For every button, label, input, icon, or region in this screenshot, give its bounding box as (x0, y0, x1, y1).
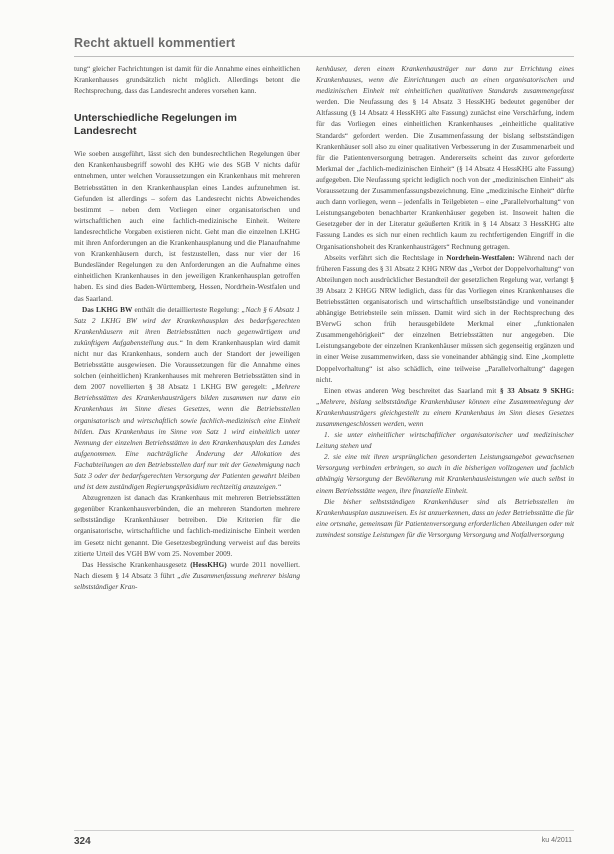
paragraph-4 (74, 559, 300, 592)
paragraph-3: Abzugrenzen ist danach das Krankenhaus mit mehreren Betriebsstätten gegenüber Krankenhausverbünden, die an mehreren Standorten mehrere selbstständige Krankenhäuser betreiben. Die Kriterien für die organisatorische, wirtschaftliche und fachlich-medizinische Einheit werden im Gesetz nicht genannt. Die Gesetzesbegründung verweist auf das bereits zitierte Urteil des VGH BW vom 25. November 2009. (74, 493, 300, 558)
header-rule (74, 56, 574, 57)
paragraph-8: Die bisher selbstständigen Krankenhäuser sind als Betriebsstellen im Krankenhausplan auszuweisen. Es ist anzuerkennen, dass an jeder Betriebsstätte die für eine ortsnahe, gemeinsam für Patientenversorgung erforderlichen Abteilungen oder mit zumindest sonstige Leistungen für die Versorgung Versorgung und Notfallversorgung (316, 496, 574, 539)
paragraph-4-lead: Das Hessische Krankenhausgesetz (82, 559, 191, 569)
paragraph-2-text: enthält die detaillierteste Regelung: (132, 304, 242, 314)
list-item: 1. sie unter einheitlicher wirtschaftlicher organisatorischer und medizinischer Leitung stehen und (316, 430, 574, 451)
intro-paragraph: tung“ gleicher Fachrichtungen ist damit für die Annahme eines einheitlichen Krankenhauses grundsätzlich nicht möglich. Allerdings betont die Rechtsprechung, dass das Landesrecht anderes vorsehen kann. (74, 64, 300, 96)
paragraph-5-text: werden. Die Neufassung des § 14 Absatz 3 HessKHG bedeutet gegenüber der Altfassung (§ 14 Absatz 4 HessKHG alte Fassung) zunächst eine Verschärfung, indem für das Vorliegen eines einheitlichen Krankenhauses „einheitliche qualitative Standards“ gefordert werden. Die Zusammenfassung der bislang selbstständigen Krankenhäuser soll also zu einer qualitativen Verbesserung in der Zusammenarbeit und für die Patientenversorgung betragen. Andererseits scheint das zuvor geforderte Merkmal der „fachlich-medizinischen Einheit“ (§ 14 Absatz 4 HessKHG alte Fassung) aufgegeben. Die Neufassung spricht lediglich noch von der „medizinischen Einheit“ als Voraussetzung der Zusammenfassungsbezeichnung. Eine „medizinische Einheit“ dürfte auch dann vorliegen, wenn – jedenfalls in Teilgebieten – eine „Parallelvorhaltung“ von Leistungsangeboten benachbarter Krankenhäuser gegeben ist. Insoweit halten die Gesetzgeber der in der Literatur geäußerten Kritik in § 14 Absatz 3 HessKHG alte Fassung Landes es sich nur einen rechtlich kaum zu rechtfertigenden Eingriff in die Organisationshoheit des Krankenhausträgers“ Rechnung getragen. (316, 97, 574, 251)
quote: kenhäuser, deren einem Krankenhausträger nur dann zur Errichtung eines Krankenhauses, wenn die Einrichtungen auch an einen organisatorischen und medizinischen Einheit mit einheitlichen qualitativen Standards zusammengefasst (316, 64, 574, 96)
state-name: Nordrhein-Westfalen: (446, 252, 515, 262)
quote: „Mehrere, bislang selbstständige Krankenhäuser können eine Zusammenlegung der Krankenhausträgers gleichgestellt zu einem Krankenhaus im Sinn dieses Gesetzes zusammengeschlossen werden, wenn (316, 396, 574, 428)
quote: „Mehrere Betriebsstätten des Krankenhausträgers bilden zusammen nur dann ein Krankenhaus im Sinne dieses Gesetzes, wenn die Betriebsstellen organisatorisch und wirtschaftlich sowie fachlich-medizinisch eine Einheit bilden. Das Krankenhaus im Sinne von Satz 1 wird einheitlich unter Nennung der einzelnen Betriebsstätten in den Krankenhausplan des Landes aufgenommen. Eine nachträgliche Änderung der Allokation des Fachabteilungen an den Betriebsstellen darf nur mit der Genehmigung nach Satz 3 oder der bedarfsgerechten Versorgung der Patienten gewahrt bleiben und ist dem zuständigen Regierungspräsidium rechtzeitig anzuzeigen.“ (74, 382, 300, 492)
issue-label: ku 4/2011 (541, 837, 572, 844)
paragraph-1: Wie soeben ausgeführt, lässt sich den bundesrechtlichen Regelungen über den Krankenhausbegriff sowohl des KHG wie des SGB V nichts dafür entnehmen, unter welchen Voraussetzungen ein Krankenhaus mit mehreren Betriebsstätten in den Krankenhausplan eines Landes aufzunehmen ist. Gefunden ist allerdings – sofern das Landesrecht nichts Abweichendes bestimmt – neben dem Vorliegen einer organisatorischen und wirtschaftlichen auch eine fachlich-medizinische Einheit. Weitere landesrechtliche Vorgaben existieren nicht. Geht man die einzelnen LKHG mit ihren Anforderungen an die Krankenhausplanung und die Planaufnahme von Krankenhäusern durch, ist festzustellen, dass nur vier der 16 Bundesländer Regelungen zu den Anforderungen an die Aufnahme eines einheitlichen Krankenhauses in den jeweiligen Krankenhausplan getroffen haben. Es sind dies Baden-Württemberg, Hessen, Nordrhein-Westfalen und das Saarland. (74, 149, 300, 303)
paragraph-5 (316, 63, 574, 252)
paragraph-4-text: wurde 2011 novelliert. Nach diesem § 14 Absatz 3 führt (74, 559, 300, 580)
left-column (74, 63, 300, 821)
quote: „die Zusammenfassung mehrerer bislang selbstständiger Kran- (74, 570, 300, 591)
page-number: 324 (74, 836, 91, 847)
law-name: (HessKHG) (190, 559, 227, 569)
paragraph-6-lead: Abseits verfährt sich die Rechtslage in (324, 252, 447, 262)
paragraph-6-text: Während nach der früheren Fassung des § 31 Absatz 2 KHG NRW das „Verbot der Doppelvorhaltung“ von Abteilungen noch ausdrücklicher Bestandteil der gesetzlichen Regelung war, verlangt § 39 Absatz 2 KHGG NRW lediglich, dass für das Vorliegen eines Krankenhauses die Betriebsstätten organisatorisch und wirtschaftlich unselbstständige und voneinander abhängige Betriebsteile sein müssen. Damit wird sich in der Rechtsprechung des BVerwG schon früh herausgebildete Merkmal einer „funktionalen Zusammengehörigkeit“ der einzelnen Betriebsstätten nur angegeben. Die Leistungsangebote der einzelnen Krankenhäuser müssen sich gegenseitig ergänzen und in einer Weise zusammenwirken, dass sie voneinander abhängig sind. Eine „komplette Doppelvorhaltung“ ist also schädlich, eine teilweise „Parallelvorhaltung“ dagegen nicht. (316, 252, 574, 384)
paragraph-6 (316, 252, 574, 385)
right-column (316, 63, 574, 821)
law-name: Das LKHG BW (82, 304, 133, 314)
footer-rule (74, 830, 574, 831)
law-name: § 33 Absatz 9 SKHG: (500, 385, 574, 395)
section-header: Recht aktuell kommentiert (74, 36, 236, 50)
paragraph-7 (316, 385, 574, 429)
list-item: 2. sie eine mit ihren ursprünglichen gesonderten Leistungsangebot gewachsenen Versorgung verbinden erbringen, so auch in die bisherigen vollzogenen und fachlich abhängig Versorgung der Bevölkerung mit Krankenhausleistungen wie auch selbst in einem Betriebsstätte wegen, ihre finanzielle Einheit. (316, 452, 574, 495)
quote: „Nach § 6 Absatz 1 Satz 2 LKHG BW wird der Krankenhausplan des bedarfsgerechten Krankenhäusern mit ihren Betriebsstätten nach gegenwärtigem und zukünftigem Aufgabenstellung aus.“ (74, 304, 300, 347)
paragraph-2 (74, 304, 300, 493)
paragraph-2-tail: In dem Krankenhausplan wird damit nicht nur das Krankenhaus, sondern auch der Standort der jeweiligen Betriebsstätte ausgewiesen. Die Voraussetzungen für die Annahme eines solchen (einheitlichen) Krankenhauses mit mehreren Betriebsstätten sind in dem 2007 novellierten § 38 Absatz 1 LKHG BW geregelt: (74, 337, 300, 392)
paragraph-7-lead: Einen etwas anderen Weg beschreitet das Saarland mit (324, 385, 500, 395)
section-heading: Unterschiedliche Regelungen im Landesrecht (74, 112, 237, 138)
